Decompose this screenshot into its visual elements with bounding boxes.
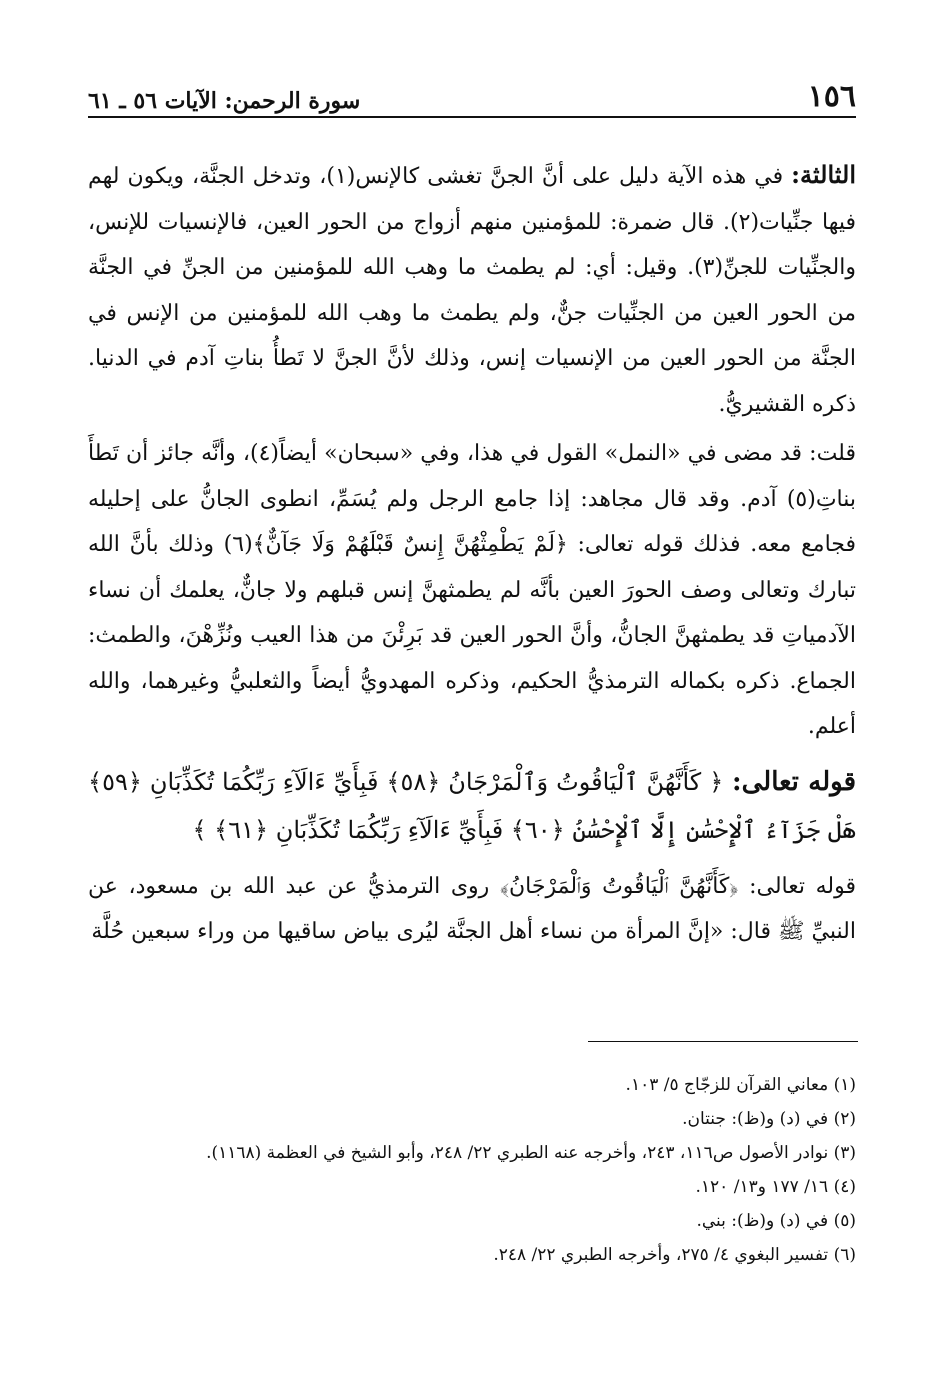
quran-verse-block [88, 758, 856, 854]
footnote-5: (٥) في (د) و(ظ): بني. [696, 1211, 856, 1231]
footnote-4: (٤) ١٦/ ١٧٧ و١٣/ ١٢٠. [695, 1177, 856, 1197]
paragraph-text: قوله تعالى: ﴿كَأَنَّهُنَّ ٱلْيَاقُوتُ وَٱلْمَرْجَانُ﴾ روى الترمذيُّ عن عبد الله بن مسعود، عن النبيِّ ﷺ قال: «إنَّ المرأة من نساء أهل الجنَّة ليُرى بياض ساقيها من وراء سبعين حُلَّة [88, 873, 856, 944]
footnote-1: (١) معاني القرآن للزجّاج ٥/ ١٠٣. [625, 1075, 856, 1095]
footnote-3: (٣) نوادر الأصول ص١١٦، ٢٤٣، وأخرجه عنه الطبري ٢٢/ ٢٤٨، وأبو الشيخ في العظمة (١١٦٨). [206, 1143, 856, 1163]
footnote-separator [588, 1041, 858, 1042]
paragraph-text: قلت: قد مضى في «النمل» القول في هذا، وفي «سبحان» أيضاً(٤)، وأنَّه جائز أن تَطأَ بناتِ(٥) آدم. وقد قال مجاهد: إذا جامع الرجل ولم يُسَمِّ، انطوى الجانُّ على إحليله فجامع معه. فذلك قوله تعالى: ﴿لَمْ يَطْمِثْهُنَّ إِنسٌ قَبْلَهُمْ وَلَا جَآنٌّ﴾(٦) وذلك بأنَّ الله تبارك وتعالى وصف الحورَ العين بأنَّه لم يطمثهنَّ إنس قبلهم ولا جانٌّ، يعلمك أن نساء الآدمياتِ قد يطمثهنَّ الجانُّ، وأنَّ الحور العين قد بَرِئْنَ من هذا العيب ونُزِّهْنَ، والطمث: الجماع. ذكره بكماله الترمذيُّ الحكيم، وذكره المهدويُّ أيضاً والثعلبيُّ وغيرهما، والله أعلم. [88, 441, 856, 739]
footnote-2: (٢) في (د) و(ظ): جنتان. [682, 1109, 856, 1129]
running-title: سورة الرحمن: الآيات ٥٦ ـ ٦١ [88, 88, 361, 114]
paragraph-qult [88, 431, 856, 750]
paragraph-third-point [88, 152, 856, 427]
footnote-6: (٦) تفسير البغوي ٤/ ٢٧٥، وأخرجه الطبري ٢٢/ ٢٤٨. [493, 1245, 856, 1265]
paragraph-text: في هذه الآية دليل على أنَّ الجنَّ تغشى كالإنس(١)، وتدخل الجنَّة، ويكون لهم فيها جنِّيات(٢). قال ضمرة: للمؤمنين منهم أزواج من الحور العين، فالإنسيات للإنس، والجنِّيات للجنِّ(٣). وقيل: أي: لم يطمث ما وهب الله للمؤمنين من الجنِّ في الجنَّة من الحور العين من الجنِّيات جنٌّ، ولم يطمث ما وهب الله للمؤمنين من الإنس في الجنَّة من الحور العين من الإنسيات إنس، وذلك لأنَّ الجنَّ لا تَطأُ بناتِ آدم في الدنيا. ذكره القشيريُّ. [88, 164, 856, 417]
page-number: ١٥٦ [807, 79, 856, 114]
main-text [88, 152, 856, 955]
footnotes [88, 1068, 856, 1272]
page-header [88, 68, 856, 118]
verse-text: ﴿ كَأَنَّهُنَّ ٱلْيَاقُوتُ وَٱلْمَرْجَانُ ﴿٥٨﴾ فَبِأَيِّ ءَالَآءِ رَبِّكُمَا تُكَذِّبَانِ ﴿٥٩﴾ هَلْ جَزَآءُ ٱلْإِحْسَٰنِ إِلَّا ٱلْإِحْسَٰنُ ﴿٦٠﴾ فَبِأَيِّ ءَالَآءِ رَبِّكُمَا تُكَذِّبَانِ ﴿٦١﴾ ﴾ [88, 767, 856, 844]
paragraph-lead: الثالثة: [791, 160, 856, 189]
paragraph-commentary [88, 864, 856, 955]
verse-lead: قوله تعالى: [732, 766, 857, 797]
